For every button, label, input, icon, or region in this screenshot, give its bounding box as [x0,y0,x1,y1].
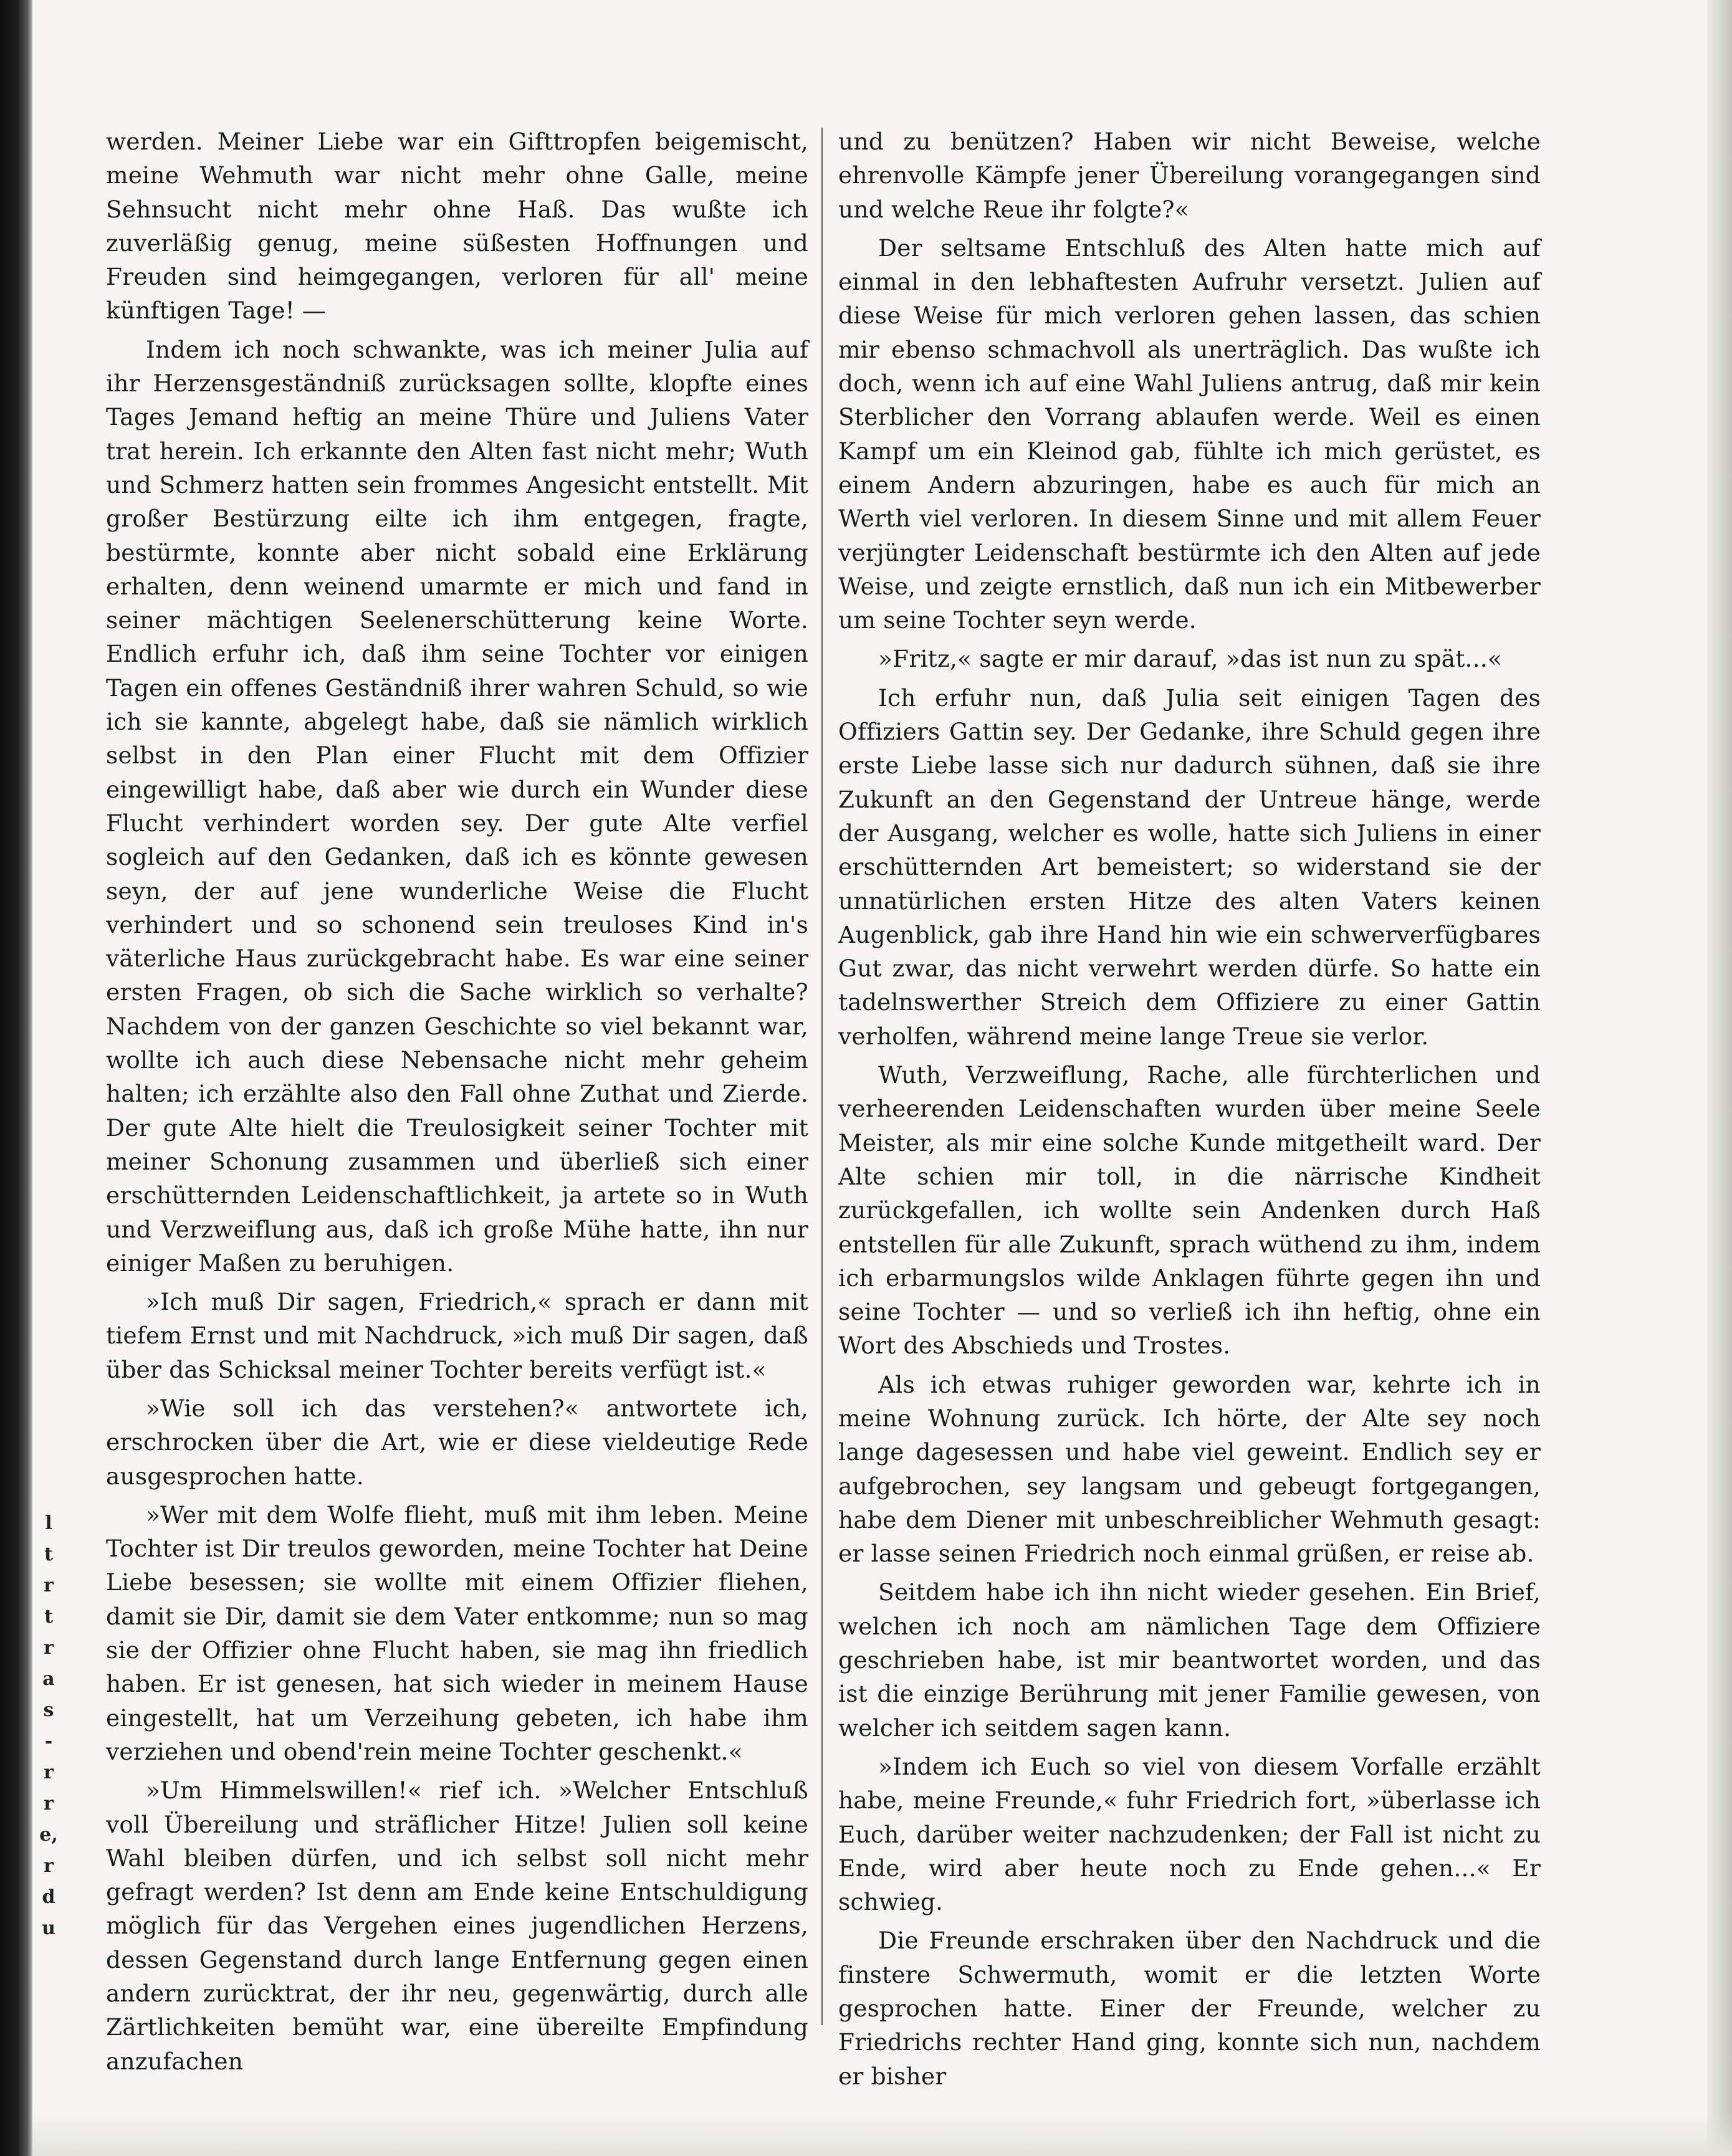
paragraph-l6: »Um Himmelswillen!« rief ich. »Welcher Entschluß voll Übereilung und sträflicher Hitze! Julien soll keine Wahl bleiben dürfen, und ich selbst soll nicht mehr gefragt werden? Ist denn am Ende keine Entschuldigung möglich für das Vergehen eines jugendlichen Herzens, dessen Gegenstand durch lange Entfernung gegen einen andern zurücktrat, der ihr neu, gegenwärtig, durch alle Zärtlichkeiten bemüht war, eine übereilte Empfindung anzufachen [106,1777,808,2075]
column-divider-rule [821,128,823,2025]
paragraph-r2: Der seltsame Entschluß des Alten hatte mich auf einmal in den lebhaftesten Aufruhr versetzt. Julien auf diese Weise für mich verloren gehen lassen, das schien mir ebenso schmachvoll als unerträglich. Das wußte ich doch, wenn ich auf eine Wahl Juliens antrug, daß mir kein Sterblicher den Vorrang ablaufen werde. Weil es einen Kampf um ein Kleinod gab, fühlte ich mich gerüstet, es einem Andern abzuringen, habe es auch für mich an Werth viel verloren. In diesem Sinne und mit allem Feuer verjüngter Leidenschaft bestürmte ich den Alten auf jede Weise, und zeigte ernstlich, daß nun ich ein Mitbewerber um seine Tochter seyn werde. [838,234,1541,634]
paragraph-l1: werden. Meiner Liebe war ein Gifttropfen beigemischt, meine Wehmuth war nicht mehr ohne Galle, meine Sehnsucht nicht mehr ohne Haß. Das wußte ich zuverläßig genug, meine süßesten Hoffnungen und Freuden sind heimgegangen, verloren für all' meine künftigen Tage! — [106,128,808,325]
margin-fragment: t [44,1606,53,1628]
margin-fragment: t [44,1543,53,1565]
margin-fragment: r [44,1637,54,1659]
paragraph-r8: »Indem ich Euch so viel von diesem Vorfalle erzählt habe, meine Freunde,« fuhr Friedrich fort, »überlasse ich Euch, darüber weiter nachzudenken; der Fall ist nicht zu Ende, wird aber heute noch zu Ende gehen...« Er schwieg. [838,1752,1541,1916]
margin-fragment: r [44,1575,54,1596]
paragraph-r5: Wuth, Verzweiflung, Rache, alle fürchterlichen und verheerenden Leidenschaften wurden über meine Seele Meister, als mir eine solche Kunde mitgetheilt ward. Der Alte schien mir toll, in die närrische Kindheit zurückgefallen, ich wollte sein Andenken durch Haß entstellen für alle Zukunft, sprach wüthend zu ihm, indem ich erbarmungslos wilde Anklagen führte gegen ihn und seine Tochter — und so verließ ich ihn heftig, ohne ein Wort des Abschieds und Trostes. [838,1061,1541,1360]
paragraph-r4: Ich erfuhr nun, daß Julia seit einigen Tagen des Offiziers Gattin sey. Der Gedanke, ihre Schuld gegen ihre erste Liebe lasse sich nur dadurch sühnen, daß sie ihre Zukunft an den Gegenstand der Untreue hänge, werde der Ausgang, welcher es wolle, hatte sich Juliens in einer erschütternden Art bemeistert; so widerstand sie der unnatürlichen ersten Hitze des alten Vaters keinen Augenblick, gab ihre Hand hin wie ein schwerverfügbares Gut zwar, das nicht verwehrt werden dürfe. So hatte ein tadelnswerther Streich dem Offiziere zu einer Gattin verholfen, während meine lange Treue sie verlor. [838,684,1541,1050]
margin-fragment: - [44,1730,53,1752]
margin-fragment: l [45,1512,52,1534]
margin-fragment: d [42,1886,55,1908]
right-text-column [838,125,1541,2090]
left-text-column [106,125,808,2075]
paragraph-l5: »Wer mit dem Wolfe flieht, muß mit ihm leben. Meine Tochter ist Dir treulos geworden, meine Tochter hat Deine Liebe besessen; sie wollte mit einem Offizier fliehen, damit sie Dir, damit sie dem Vater entkomme; nun so mag sie der Offizier ohne Flucht haben, sie mag ihn friedlich haben. Er ist genesen, hat sich wieder in meinem Hause eingestellt, hat um Verzeihung gebeten, ich habe ihm verziehen und obend'rein meine Tochter geschenkt.« [106,1500,808,1765]
margin-fragment: r [44,1762,54,1783]
book-binding-edge [0,0,32,2156]
page-right-edge [1707,0,1732,2156]
paragraph-r7: Seitdem habe ich ihn nicht wieder gesehen. Ein Brief, welchen ich noch am nämlichen Tage dem Offiziere geschrieben habe, ist mir beantwortet worden, und das ist die einzige Berührung mit jener Familie gewesen, von welcher ich seitdem sagen kann. [838,1578,1541,1742]
paragraph-r9: Die Freunde erschraken über den Nachdruck und die finstere Schwermuth, womit er die letzten Worte gesprochen hatte. Einer der Freunde, welcher zu Friedrichs rechter Hand ging, konnte sich nun, nachdem er bisher [838,1927,1541,2090]
margin-fragment: e, [39,1824,58,1846]
paragraph-l3: »Ich muß Dir sagen, Friedrich,« sprach er dann mit tiefem Ernst und mit Nachdruck, »ich muß Dir sagen, daß über das Schicksal meiner Tochter bereits verfügt ist.« [106,1288,808,1383]
paragraph-l4: »Wie soll ich das verstehen?« antwortete ich, erschrocken über die Art, wie er diese vieldeutige Rede ausgesprochen hatte. [106,1394,808,1490]
paragraph-r3: »Fritz,« sagte er mir darauf, »das ist nun zu spät...« [878,645,1502,673]
margin-fragment: r [44,1855,54,1877]
margin-fragment: u [42,1917,55,1939]
facing-page-bleed [35,1508,62,1944]
page-bottom-shadow [32,2112,1732,2156]
margin-fragment: a [42,1668,55,1690]
margin-fragment: r [44,1793,54,1815]
paragraph-l2: Indem ich noch schwankte, was ich meiner Julia auf ihr Herzensgeständniß zurücksagen sollte, klopfte eines Tages Jemand heftig an meine Thüre und Juliens Vater trat herein. Ich erkannte den Alten fast nicht mehr; Wuth und Schmerz hatten sein frommes Angesicht entstellt. Mit großer Bestürzung eilte ich ihm entgegen, fragte, bestürmte, konnte aber nicht sobald eine Erklärung erhalten, denn weinend umarmte er mich und fand in seiner mächtigen Seelenerschütterung keine Worte. Endlich erfuhr ich, daß ihm seine Tochter vor einigen Tagen ein offenes Geständniß ihrer wahren Schuld, so wie ich sie kannte, abgelegt habe, daß sie nämlich wirklich selbst in den Plan einer Flucht mit dem Offizier eingewilligt habe, daß aber wie durch ein Wunder diese Flucht verhindert worden sey. Der gute Alte verfiel sogleich auf den Gedanken, daß ich es könnte gewesen seyn, der auf jene wunderliche Weise die Flucht verhindert und so schonend sein treuloses Kind in's väterliche Haus zurückgebracht habe. Es war eine seiner ersten Fragen, ob sich die Sache wirklich so verhalte? Nachdem von der ganzen Geschichte so viel bekannt war, wollte ich auch diese Nebensache nicht mehr geheim halten; ich erzählte also den Fall ohne Zuthat und Zierde. Der gute Alte hielt die Treulosigkeit seiner Tochter mit meiner Schonung zusammen und überließ sich einer erschütternden Leidenschaftlichkeit, ja artete so in Wuth und Verzweiflung aus, daß ich große Mühe hatte, ihn nur einiger Maßen zu beruhigen. [106,335,808,1277]
paragraph-r6: Als ich etwas ruhiger geworden war, kehrte ich in meine Wohnung zurück. Ich hörte, der Alte sey noch lange dagesessen und habe viel geweint. Endlich sey er aufgebrochen, sey langsam und gebeugt fortgegangen, habe dem Diener mit unbeschreiblicher Wehmuth gesagt: er lasse seinen Friedrich noch einmal grüßen, er reise ab. [838,1370,1541,1568]
paragraph-r1: und zu benützen? Haben wir nicht Beweise, welche ehrenvolle Kämpfe jener Übereilung vorangegangen sind und welche Reue ihr folgte?« [838,128,1541,223]
margin-fragment: s [43,1699,54,1721]
